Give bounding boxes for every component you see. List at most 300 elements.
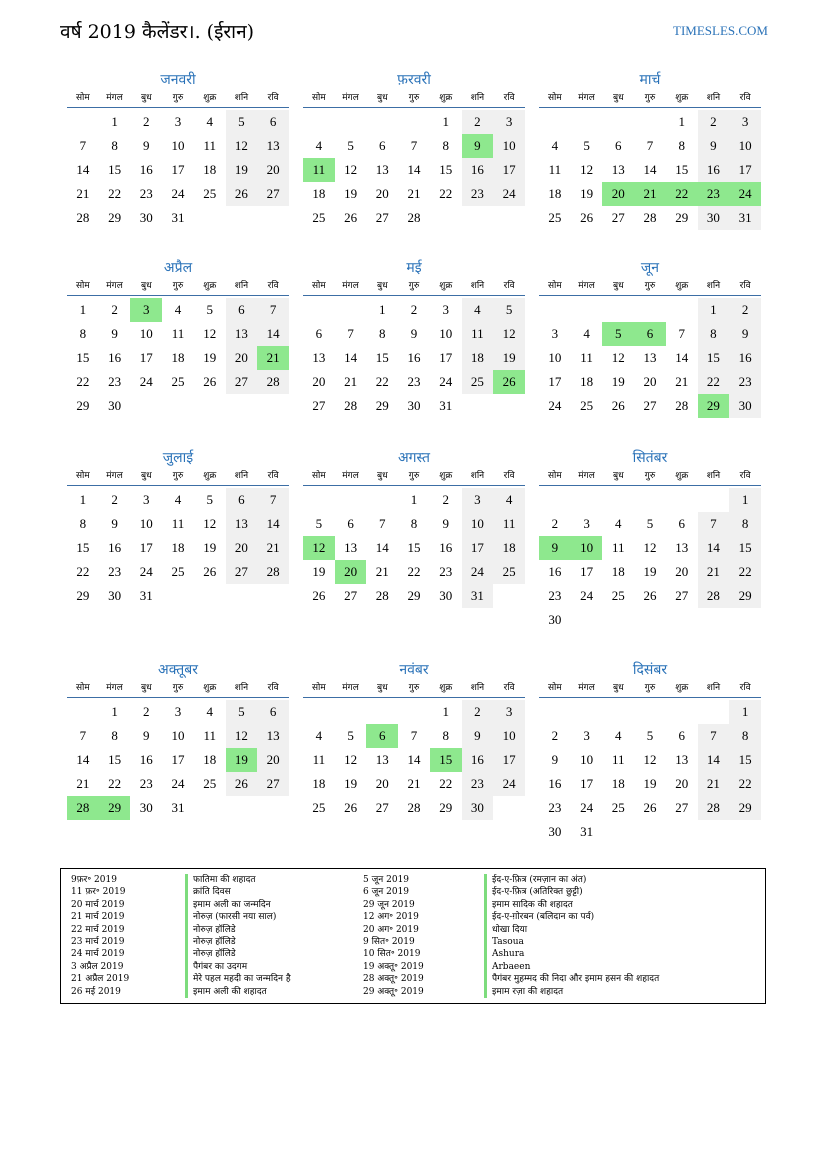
day-cell: 14 [407,752,421,767]
day-cell: 21 [407,186,421,201]
holiday-day-cell: 10 [571,536,603,560]
day-cell: 31 [729,206,761,230]
month-block [303,68,525,230]
day-cell: 29 [108,210,122,225]
day-cell: 9 [551,752,559,767]
day-cell: 13 [257,134,289,158]
day-cell: 9 [462,724,494,748]
day-cell: 20 [226,346,258,370]
day-cell: 25 [312,210,326,225]
month-block [303,658,525,820]
day-cell: 7 [678,326,685,341]
day-grid [67,298,289,418]
day-cell: 18 [493,536,525,560]
legend-holiday-name: क्रांति दिवस [185,886,231,898]
day-grid [303,488,525,608]
day-cell: 28 [407,210,421,225]
month-name: अक्तूबर [158,662,198,678]
day-cell: 29 [76,588,90,603]
day-cell: 7 [347,326,354,341]
day-cell: 5 [315,516,323,531]
empty-cell [366,700,398,724]
day-cell: 21 [76,776,90,791]
day-cell: 4 [551,138,559,153]
day-cell: 6 [315,326,323,341]
day-cell: 10 [139,516,153,531]
holiday-day-cell: 9 [539,536,571,560]
day-cell: 7 [79,138,87,153]
legend-holiday-name: ईद-ए-फ़ित्र (रमज़ान का अंत) [484,874,586,886]
weekday-label: शुक्र [203,281,217,291]
weekday-label: बुध [140,471,152,481]
month-block [67,256,289,418]
day-cell: 7 [379,516,386,531]
weekday-label: सोम [311,281,326,291]
day-cell: 16 [548,564,562,579]
day-cell: 30 [407,398,421,413]
weekday-label: बुध [612,281,624,291]
weekday-label: सोम [547,471,562,481]
weekday-label: बुध [612,683,624,693]
day-cell: 4 [583,326,590,341]
day-cell: 2 [462,110,494,134]
day-cell: 19 [344,186,358,201]
empty-cell [602,700,634,724]
weekday-label: सोम [311,471,326,481]
weekday-label: मंगल [106,281,123,291]
day-cell: 10 [171,728,185,743]
day-cell: 5 [226,700,258,724]
weekday-label: रवि [739,281,751,291]
day-cell: 13 [257,724,289,748]
empty-cell [602,110,634,134]
day-cell: 18 [171,540,185,555]
month-block [67,446,289,608]
day-cell: 17 [580,564,594,579]
day-cell: 8 [729,512,761,536]
day-cell: 14 [257,512,289,536]
day-cell: 22 [76,374,90,389]
weekday-label: गुरु [172,683,184,693]
day-cell: 26 [226,772,258,796]
weekday-label: शुक्र [675,93,689,103]
month-name: मार्च [639,72,661,88]
legend-holiday-name: इमाम अली की शहादत [185,986,267,998]
day-cell: 25 [203,186,217,201]
day-cell: 3 [729,110,761,134]
day-cell: 22 [76,564,90,579]
day-cell: 27 [226,560,258,584]
day-cell: 22 [108,186,122,201]
weekday-label: गुरु [644,93,656,103]
legend-date: 28 अक्तू॰ 2019 [363,974,424,985]
month-block [67,68,289,230]
day-cell: 16 [729,346,761,370]
empty-cell [335,488,367,512]
day-cell: 1 [442,704,449,719]
day-cell: 1 [79,492,87,507]
day-cell: 29 [729,584,761,608]
weekday-header [539,278,761,296]
holiday-day-cell: 29 [99,796,131,820]
day-cell: 8 [79,326,87,341]
weekday-label: गुरु [644,471,656,481]
day-cell: 17 [171,162,185,177]
weekday-label: गुरु [408,281,420,291]
day-cell: 23 [108,564,122,579]
day-cell: 6 [678,516,685,531]
day-cell: 24 [462,560,494,584]
page-title: वर्ष 2019 कैलेंडर।. (ईरान) [60,21,255,43]
day-cell: 14 [643,162,657,177]
day-cell: 24 [139,564,153,579]
day-cell: 12 [643,752,657,767]
day-grid [539,488,761,632]
day-cell: 10 [729,134,761,158]
weekday-label: शनि [234,683,249,693]
day-cell: 5 [646,516,654,531]
day-cell: 28 [76,210,90,225]
day-cell: 26 [203,564,217,579]
day-cell: 14 [76,162,90,177]
day-cell: 9 [729,322,761,346]
day-cell: 18 [462,346,494,370]
weekday-label: रवि [267,471,279,481]
day-cell: 16 [439,540,453,555]
day-cell: 15 [108,162,122,177]
day-cell: 5 [226,110,258,134]
month-name: अप्रैल [163,260,193,276]
weekday-label: शनि [234,281,249,291]
weekday-header [67,278,289,296]
weekday-label: शुक्र [203,471,217,481]
day-cell: 26 [643,800,657,815]
day-grid [67,110,289,230]
weekday-label: मंगल [578,471,595,481]
weekday-label: शनि [470,471,485,481]
day-cell: 30 [439,588,453,603]
legend-holiday-name: ईद-ए-फ़ित्र (अतिरिक्त छुट्टी) [484,886,583,898]
day-cell: 16 [139,752,153,767]
legend-date: 22 मार्च 2019 [71,924,125,935]
day-cell: 4 [315,138,323,153]
day-cell: 17 [139,540,153,555]
day-cell: 12 [344,162,358,177]
day-cell: 29 [439,800,453,815]
day-cell: 13 [226,512,258,536]
day-cell: 1 [678,114,685,129]
weekday-header [67,90,289,108]
day-cell: 5 [646,728,654,743]
legend-date: 10 सित॰ 2019 [363,949,421,960]
month-name: मई [406,260,422,276]
day-cell: 11 [548,162,562,177]
day-cell: 21 [344,374,358,389]
day-cell: 4 [615,728,622,743]
day-cell: 2 [143,704,150,719]
day-cell: 14 [675,350,689,365]
day-cell: 19 [203,540,217,555]
day-cell: 23 [729,370,761,394]
weekday-label: शनि [470,93,485,103]
day-cell: 31 [139,588,153,603]
day-cell: 13 [611,162,625,177]
weekday-label: शुक्र [203,93,217,103]
day-cell: 27 [675,588,689,603]
day-cell: 4 [174,302,182,317]
day-cell: 12 [203,326,217,341]
weekday-label: शनि [706,471,721,481]
weekday-label: गुरु [172,471,184,481]
weekday-label: शुक्र [439,471,453,481]
day-cell: 19 [643,564,657,579]
day-grid [539,110,761,230]
day-cell: 20 [312,374,326,389]
day-cell: 7 [646,138,654,153]
day-cell: 15 [76,540,90,555]
day-cell: 23 [548,800,562,815]
day-cell: 6 [257,700,289,724]
day-cell: 1 [111,114,118,129]
day-cell: 2 [698,110,730,134]
day-cell: 20 [643,374,657,389]
empty-cell [303,488,335,512]
day-cell: 9 [143,728,150,743]
day-cell: 23 [548,588,562,603]
weekday-label: सोम [75,93,90,103]
day-cell: 28 [698,584,730,608]
day-cell: 12 [226,134,258,158]
day-cell: 28 [344,398,358,413]
day-cell: 18 [203,752,217,767]
empty-cell [366,488,398,512]
day-cell: 2 [442,492,449,507]
day-cell: 4 [462,298,494,322]
day-cell: 6 [226,488,258,512]
empty-cell [602,488,634,512]
legend-holiday-name: फातिमा की शहादत [185,874,256,886]
day-cell: 20 [375,776,389,791]
day-cell: 1 [410,492,418,507]
holiday-day-cell: 20 [602,182,634,206]
day-cell: 26 [344,210,358,225]
day-cell: 24 [548,398,562,413]
day-cell: 16 [407,350,421,365]
weekday-label: शनि [234,93,249,103]
holiday-day-cell: 19 [226,748,258,772]
day-grid [303,298,525,418]
day-cell: 21 [375,564,389,579]
month-block [539,256,761,418]
day-cell: 7 [410,728,418,743]
day-cell: 30 [108,398,122,413]
day-cell: 11 [203,138,216,153]
day-cell: 1 [111,704,118,719]
weekday-header [539,90,761,108]
empty-cell [335,298,367,322]
day-cell: 3 [583,728,590,743]
day-cell: 30 [108,588,122,603]
legend-holiday-name: नोरुज़ हॉलिडे [185,948,236,960]
weekday-label: शनि [706,281,721,291]
day-cell: 30 [729,394,761,418]
day-cell: 28 [375,588,389,603]
day-cell: 7 [698,512,730,536]
weekday-label: रवि [503,683,515,693]
day-cell: 7 [410,138,418,153]
day-cell: 25 [611,588,625,603]
day-cell: 20 [675,776,689,791]
day-cell: 16 [108,350,122,365]
day-cell: 12 [580,162,594,177]
empty-cell [398,110,430,134]
day-cell: 4 [315,728,323,743]
day-cell: 13 [226,322,258,346]
legend-date: 5 जून 2019 [363,875,410,885]
day-cell: 23 [462,772,494,796]
day-cell: 13 [375,162,389,177]
weekday-label: सोम [311,683,326,693]
day-cell: 11 [171,516,185,531]
day-cell: 31 [462,584,494,608]
day-cell: 15 [108,752,122,767]
day-cell: 13 [344,540,358,555]
day-cell: 22 [729,560,761,584]
day-cell: 10 [493,134,525,158]
month-name: जून [640,260,660,276]
weekday-label: सोम [547,93,562,103]
holiday-day-cell: 5 [602,322,634,346]
empty-cell [666,700,698,724]
legend-holiday-name: धोखा दिया [484,924,527,936]
day-cell: 31 [580,824,594,839]
empty-cell [571,700,603,724]
day-cell: 21 [257,536,289,560]
day-cell: 24 [171,776,185,791]
day-cell: 21 [407,776,421,791]
legend-date: 21 मार्च 2019 [71,912,125,923]
day-cell: 28 [643,210,657,225]
day-cell: 14 [344,350,358,365]
month-name: जुलाई [162,450,194,466]
day-cell: 24 [139,374,153,389]
day-cell: 2 [729,298,761,322]
day-cell: 15 [698,346,730,370]
legend-date: 6 जून 2019 [363,887,410,898]
weekday-label: मंगल [106,471,123,481]
day-cell: 3 [551,326,559,341]
empty-cell [67,110,99,134]
day-cell: 17 [171,752,185,767]
day-cell: 26 [643,588,657,603]
day-cell: 3 [493,700,525,724]
day-cell: 1 [698,298,730,322]
day-cell: 10 [548,350,562,365]
day-cell: 8 [729,724,761,748]
weekday-label: शुक्र [675,281,689,291]
day-cell: 27 [226,370,258,394]
day-cell: 27 [643,398,657,413]
weekday-label: गुरु [644,281,656,291]
day-cell: 8 [410,516,418,531]
weekday-label: शनि [470,281,485,291]
day-cell: 4 [206,704,213,719]
day-cell: 28 [698,796,730,820]
day-cell: 30 [548,612,562,627]
legend-holiday-name: Tasoua [484,936,524,948]
month-block [539,68,761,230]
day-cell: 6 [257,110,289,134]
day-cell: 1 [729,488,761,512]
empty-cell [571,298,603,322]
empty-cell [634,488,666,512]
weekday-label: सोम [547,281,562,291]
day-grid [539,298,761,418]
day-cell: 9 [111,326,118,341]
weekday-label: सोम [311,93,326,103]
day-cell: 7 [79,728,87,743]
day-cell: 27 [675,800,689,815]
weekday-label: शनि [706,93,721,103]
holiday-day-cell: 22 [666,182,698,206]
weekday-label: रवि [739,683,751,693]
weekday-label: शुक्र [439,281,453,291]
empty-cell [539,298,571,322]
day-cell: 27 [312,398,326,413]
day-cell: 6 [615,138,622,153]
day-grid [67,488,289,608]
day-cell: 27 [611,210,625,225]
weekday-header [303,90,525,108]
day-cell: 17 [139,350,153,365]
day-cell: 7 [698,724,730,748]
empty-cell [634,110,666,134]
month-block [303,256,525,418]
weekday-label: बुध [376,281,388,291]
day-cell: 22 [108,776,122,791]
weekday-label: बुध [140,93,152,103]
day-cell: 19 [344,776,358,791]
weekday-label: शनि [234,471,249,481]
day-cell: 3 [143,492,150,507]
day-cell: 21 [675,374,689,389]
day-cell: 6 [678,728,685,743]
site-link[interactable]: TIMESLES.COM [673,23,768,38]
month-block [303,446,525,608]
day-cell: 8 [678,138,685,153]
day-cell: 26 [226,182,258,206]
day-cell: 7 [257,298,289,322]
day-cell: 24 [493,772,525,796]
legend-holiday-name: नोरुज़ हॉलिडे [185,936,236,948]
day-cell: 25 [203,776,217,791]
month-block [539,446,761,632]
day-grid [539,700,761,844]
weekday-header [303,468,525,486]
month-name: फ़रवरी [397,72,431,88]
day-cell: 17 [493,748,525,772]
day-cell: 14 [76,752,90,767]
empty-cell [698,700,730,724]
weekday-label: बुध [612,471,624,481]
day-cell: 16 [462,748,494,772]
weekday-label: गुरु [172,93,184,103]
empty-cell [571,110,603,134]
weekday-label: मंगल [342,471,359,481]
day-cell: 9 [143,138,150,153]
day-cell: 27 [344,588,358,603]
day-cell: 25 [171,374,185,389]
